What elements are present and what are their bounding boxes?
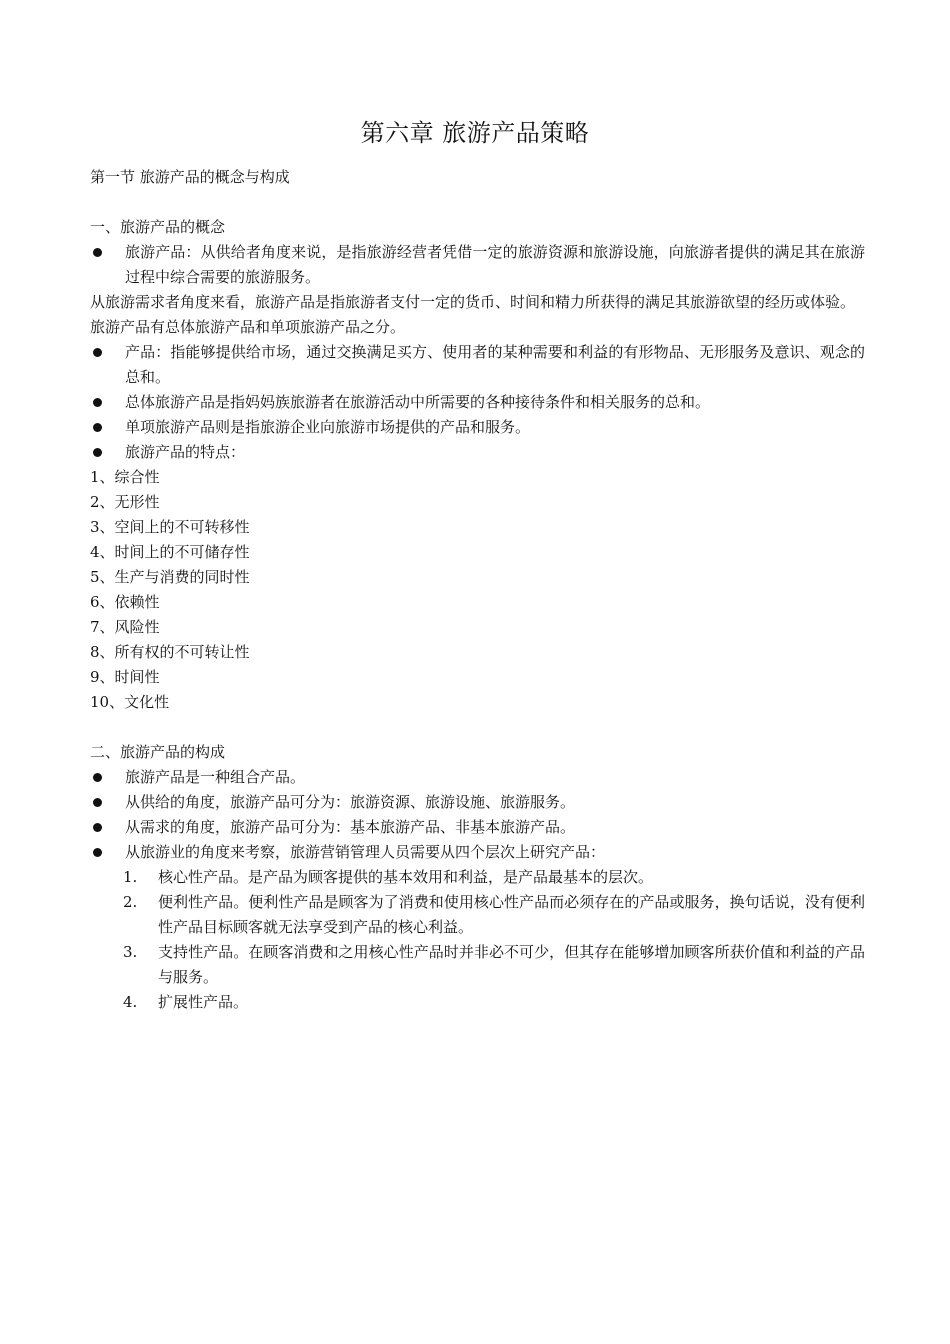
document-body: [90, 165, 865, 1015]
bullet-icon: [93, 848, 102, 857]
level-number: 3.: [123, 943, 138, 961]
spacer: [90, 190, 865, 215]
bullet-icon: [93, 448, 102, 457]
bullet-icon: [93, 348, 102, 357]
feature-item: 6、依赖性: [90, 593, 160, 611]
feature-item: 1、综合性: [90, 468, 160, 486]
level-number: 1.: [123, 868, 138, 886]
level-text: 便利性产品。便利性产品是顾客为了消费和使用核心性产品而必须存在的产品或服务，换句话说，没有便利性产品目标顾客就无法享受到产品的核心利益。: [158, 893, 865, 936]
feature-item: 3、空间上的不可转移性: [90, 518, 250, 536]
level-item: [90, 940, 865, 990]
bullet-item: [90, 840, 865, 865]
level-item: [90, 890, 865, 940]
feature-item: 2、无形性: [90, 493, 160, 511]
bullet-item: [90, 390, 865, 415]
bullet-item: [90, 415, 865, 440]
bullet-text: 总体旅游产品是指妈妈族旅游者在旅游活动中所需要的各种接待条件和相关服务的总和。: [125, 393, 711, 411]
paragraph-demand-view: 从旅游需求者角度来看，旅游产品是指旅游者支付一定的货币、时间和精力所获得的满足其旅游欲望的经历或体验。: [90, 293, 856, 311]
feature-item: 10、文化性: [90, 693, 170, 711]
feature-item: 7、风险性: [90, 618, 160, 636]
level-text: 扩展性产品。: [158, 993, 249, 1011]
bullet-item: [90, 790, 865, 815]
bullet-item: [90, 340, 865, 390]
subsection-heading-composition: 二、旅游产品的构成: [90, 743, 226, 761]
subsection-heading-concept: 一、旅游产品的概念: [90, 218, 226, 236]
bullet-item: [90, 440, 865, 465]
bullet-text: 旅游产品：从供给者角度来说，是指旅游经营者凭借一定的旅游资源和旅游设施，向旅游者提供的满足其在旅游过程中综合需要的旅游服务。: [125, 243, 865, 286]
feature-item: 5、生产与消费的同时性: [90, 568, 250, 586]
bullet-text: 从供给的角度，旅游产品可分为：旅游资源、旅游设施、旅游服务。: [125, 793, 576, 811]
bullet-item: [90, 765, 865, 790]
level-number: 4.: [123, 993, 138, 1011]
bullet-text: 从旅游业的角度来考察，旅游营销管理人员需要从四个层次上研究产品：: [125, 843, 606, 861]
level-text: 支持性产品。在顾客消费和之用核心性产品时并非必不可少，但其存在能够增加顾客所获价值和利益的产品与服务。: [158, 943, 865, 986]
spacer: [90, 715, 865, 740]
bullet-text: 产品：指能够提供给市场，通过交换满足买方、使用者的某种需要和利益的有形物品、无形服务及意识、观念的总和。: [125, 343, 865, 386]
level-text: 核心性产品。是产品为顾客提供的基本效用和利益，是产品最基本的层次。: [158, 868, 654, 886]
bullet-icon: [93, 773, 102, 782]
section-heading: 第一节 旅游产品的概念与构成: [90, 168, 290, 186]
bullet-text: 从需求的角度，旅游产品可分为：基本旅游产品、非基本旅游产品。: [125, 818, 576, 836]
bullet-icon: [93, 423, 102, 432]
bullet-icon: [93, 823, 102, 832]
bullet-icon: [93, 248, 102, 257]
feature-item: 9、时间性: [90, 668, 160, 686]
bullet-icon: [93, 798, 102, 807]
level-item: [90, 990, 865, 1015]
paragraph-division: 旅游产品有总体旅游产品和单项旅游产品之分。: [90, 318, 406, 336]
bullet-item: [90, 815, 865, 840]
chapter-title: 第六章 旅游产品策略: [360, 119, 590, 147]
level-number: 2.: [123, 893, 138, 911]
feature-item: 4、时间上的不可储存性: [90, 543, 250, 561]
bullet-icon: [93, 398, 102, 407]
bullet-text: 旅游产品的特点：: [125, 443, 246, 461]
level-item: [90, 865, 865, 890]
bullet-text: 单项旅游产品则是指旅游企业向旅游市场提供的产品和服务。: [125, 418, 531, 436]
bullet-item: [90, 240, 865, 290]
feature-item: 8、所有权的不可转让性: [90, 643, 250, 661]
bullet-text: 旅游产品是一种组合产品。: [125, 768, 306, 786]
